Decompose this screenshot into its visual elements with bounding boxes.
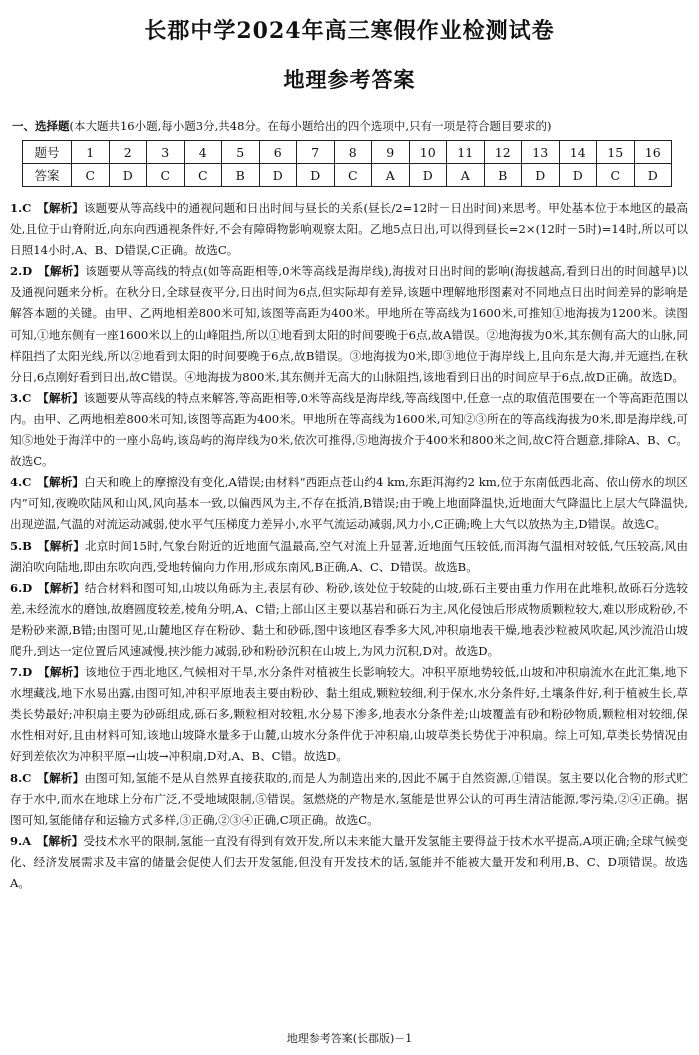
analysis-tag: 【解析】: [37, 201, 84, 215]
answer-cell: C: [334, 164, 372, 187]
item-text: 该题要从等高线中的通视问题和日出时间与昼长的关系(昼长/2=12时－日出时间)来思考。甲处基本位于本地区的最高处,且位于山脊附近,向东向西通视条件好,不会有障碍物影响观察太阳。乙地5点日出,可以得到昼长=2×(12时－5时)=14时,所以可以日照14小时,A、B、D错误,C正确。故选C。: [10, 201, 688, 258]
analysis-tag: 【解析】: [37, 390, 84, 405]
question-number-cell: 11: [447, 141, 485, 164]
question-number-cell: 10: [409, 141, 447, 164]
analysis-tag: 【解析】: [37, 580, 85, 595]
item-text: 白天和晚上的摩擦没有变化,A错误;由材料“西距点苍山约4 km,东距洱海约2 km,位于东南低西北高、依山傍水的坝区内”可知,夜晚吹陆风和山风,风向基本一致,以偏西风为主,不存在抵消,B错误;由于晚上地面降温快,近地面大气降温比上层大气降温快,出现逆温,气温的对流运动减弱,使水平气压梯度力差异小,水平气流运动减弱,风力小,C正确;晚上大气以放热为主,D错误。故选C。: [10, 475, 688, 532]
question-number-cell: 9: [372, 141, 410, 164]
section-label: 一、选择题: [12, 119, 70, 133]
item-number: 2.D: [10, 264, 33, 279]
analysis-tag: 【解析】: [36, 833, 84, 848]
answer-cell: B: [222, 164, 260, 187]
question-number-cell: 13: [522, 141, 560, 164]
question-number-row: [23, 141, 672, 164]
question-number-cell: 5: [222, 141, 260, 164]
answer-cell: D: [634, 164, 672, 187]
explanation-item: [10, 198, 688, 261]
question-number-cell: 3: [147, 141, 185, 164]
answer-cell: D: [409, 164, 447, 187]
answer-cell: B: [484, 164, 522, 187]
question-number-cell: 4: [184, 141, 222, 164]
exam-title: 长郡中学2024年高三寒假作业检测试卷: [144, 18, 555, 44]
question-number-cell: 16: [634, 141, 672, 164]
question-number-cell: 1: [72, 141, 110, 164]
row-label-answer: 答案: [23, 164, 72, 187]
answer-cell: A: [447, 164, 485, 187]
document-subtitle: 地理参考答案: [283, 67, 416, 92]
answer-cell: D: [109, 164, 147, 187]
page-footer: 地理参考答案(长郡版)－1: [286, 1032, 413, 1045]
analysis-tag: 【解析】: [37, 665, 86, 680]
explanation-item: [10, 831, 688, 894]
question-number-cell: 8: [334, 141, 372, 164]
analysis-tag: 【解析】: [37, 538, 85, 553]
answer-cell: A: [372, 164, 410, 187]
explanation-item: [10, 536, 688, 578]
analysis-tag: 【解析】: [37, 475, 85, 490]
question-number-cell: 15: [597, 141, 635, 164]
item-text: 该地位于西北地区,气候相对干旱,水分条件对植被生长影响较大。冲积平原地势较低,山坡和冲积扇流水在此汇集,地下水埋藏浅,地下水易出露,由图可知,冲积平原地表主要由粉砂、黏土组成,颗粒较细,利于保水,水分条件好,土壤条件好,利于植被生长,草类长势最好;冲积扇主要为砂砾组成,砾石多,颗粒相对较粗,水分易下渗多,地表水分条件差;山坡覆盖有砂和粉砂物质,颗粒相对较细,保水性相对好,且由材料可知,该地山坡降水量多于山麓,山坡水分条件优于冲积扇,山坡草类长势优于冲积扇。综上可知,草类长势情况由好到差依次为冲积平原→山坡→冲积扇,D对,A、B、C错。故选D。: [10, 665, 688, 764]
explanation-list: [10, 198, 688, 894]
answer-cell: C: [72, 164, 110, 187]
item-number: 8.C: [10, 770, 32, 785]
item-number: 9.A: [10, 833, 32, 848]
item-number: 6.D: [10, 580, 33, 595]
item-text: 结合材料和图可知,山坡以角砾为主,表层有砂、粉砂,该处位于较陡的山坡,砾石主要由重力作用在此堆积,故砾石分选较差,未经流水的磨蚀,故磨圆度较差,棱角分明,A、C错;上部山区主要以基岩和砾石为主,风化侵蚀后形成物质颗粒较大,难以形成粉砂,不是粉砂来源,B错;由图可见,山麓地区存在粉砂、黏土和砂砾,图中该地区春季多大风,冲积扇地表干燥,地表沙粒被风吹起,风沙流沿山坡爬升,到达一定位置后风速减慢,挟沙能力减弱,砂和粉砂沉积在山坡上,为风力沉积,D对。故选D。: [10, 580, 688, 658]
section-note: (本大题共16小题,每小题3分,共48分。在每小题给出的四个选项中,只有一项是符合题目要求的): [69, 119, 552, 133]
answer-cell: C: [597, 164, 635, 187]
explanation-item: [10, 578, 688, 662]
explanation-item: [10, 768, 688, 831]
explanation-item: [10, 472, 688, 535]
answer-cell: D: [559, 164, 597, 187]
item-number: 5.B: [10, 538, 32, 553]
answer-row: [23, 164, 672, 187]
question-number-cell: 6: [259, 141, 297, 164]
item-text: 该题要从等高线的特点来解答,等高距相等,0米等高线是海岸线,等高线图中,任意一点的取值范围要在一个等高距范围以内。由甲、乙两地相差800米可知,该图等高距为400米。甲地所在等高线为1600米,可知②③所在的等高线海拔为0米,即是海岸线,可知⑤地处于海洋中的一座小岛屿,该岛屿的海岸线为0米,依次可推得,⑤地海拔介于400米和800米之间,故C符合题意,排除A、B、C。故选C。: [10, 390, 688, 469]
item-text: 该题要从等高线的特点(如等高距相等,0米等高线是海岸线),海拔对日出时间的影响(海拔越高,看到日出的时间越早)以及通视问题来分析。在秋分日,全球昼夜平分,日出时间为6点,但实际却有差异,该题中理解地形图素对不同地点日出时间差异的影响是解答本题的关键。由甲、乙两地相差800米可知,该图等高距为400米。甲地所在等高线为1600米,可推知①地海拔为1200米。读图可知,①地东侧有一座1600米以上的山峰阻挡,所以①地看到太阳的时间要晚于6点,故A错误。②地海拔为0米,其东侧有高大的山脉,同样阻挡了太阳光线,所以②地看到太阳的时间要晚于6点,故B错误。③地海拔为0米,即③地位于海岸线上,且向东是大海,并无遮挡,在秋分日,6点刚好看到日出,故C错误。④地海拔为800米,其东侧并无高大的山脉阻挡,该地看到日出的时间应早于6点,故D正确。故选D。: [10, 264, 688, 384]
question-number-cell: 2: [109, 141, 147, 164]
answer-cell: D: [297, 164, 335, 187]
item-text: 受技术水平的限制,氢能一直没有得到有效开发,所以未来能大量开发氢能主要得益于技术水平提高,A项正确;全球气候变化、经济发展需求及丰富的储量会促使人们去开发氢能,但没有开发技术的话,氢能并不能被大量开发和利用,B、C、D项错误。故选A。: [10, 833, 688, 890]
item-number: 3.C: [10, 390, 32, 405]
answer-cell: C: [184, 164, 222, 187]
answer-cell: D: [259, 164, 297, 187]
section-heading: [12, 118, 552, 134]
explanation-item: [10, 388, 688, 472]
analysis-tag: 【解析】: [37, 770, 85, 785]
item-number: 4.C: [10, 475, 32, 490]
item-text: 北京时间15时,气象台附近的近地面气温最高,空气对流上升显著,近地面气压较低,而洱海气温相对较低,气压较高,风由湖泊吹向陆地,即由东吹向西,受地转偏向力作用,形成东南风,B正确,A、C、D错误。故选B。: [10, 538, 688, 574]
row-label-number: 题号: [23, 141, 72, 164]
item-number: 1.C: [10, 201, 32, 215]
answer-cell: D: [522, 164, 560, 187]
question-number-cell: 14: [559, 141, 597, 164]
explanation-item: [10, 261, 688, 388]
item-text: 由图可知,氢能不是从自然界直接获取的,而是人为制造出来的,因此不属于自然资源,①错误。氢主要以化合物的形式贮存于水中,而水在地球上分布广泛,不受地域限制,⑤错误。氢燃烧的产物是水,氢能是世界公认的可再生清洁能源,零污染,②④正确。据图可知,氢能储存和运输方式多样,③正确,②③④正确,C项正确。故选C。: [10, 770, 688, 827]
analysis-tag: 【解析】: [37, 264, 86, 279]
question-number-cell: 12: [484, 141, 522, 164]
question-number-cell: 7: [297, 141, 335, 164]
explanation-item: [10, 662, 688, 767]
item-number: 7.D: [10, 665, 33, 680]
answer-cell: C: [147, 164, 185, 187]
answer-table: [22, 140, 672, 187]
